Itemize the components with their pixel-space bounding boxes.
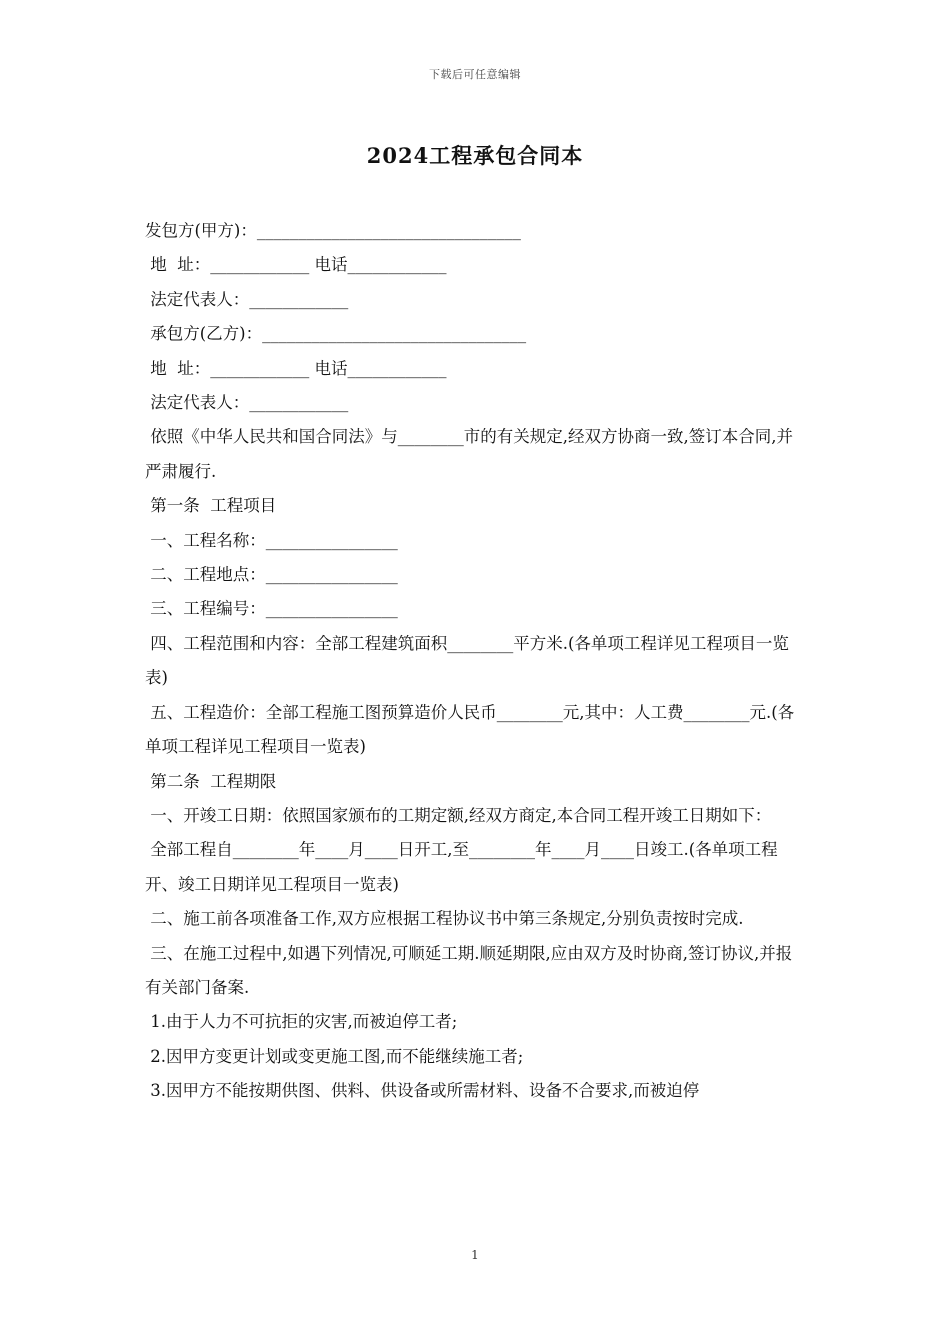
- article-1-item-2: 二、工程地点：________________: [145, 565, 398, 585]
- page-number: 1: [471, 1248, 479, 1262]
- article-2-item-1: 一、开竣工日期：依照国家颁布的工期定额,经双方商定,本合同工程开竣工日期如下：: [145, 805, 772, 825]
- article-2-schedule: 全部工程自________年____月____日开工,至________年____月____日竣工.(各单项工程开、竣工日期详见工程项目一览表): [145, 840, 778, 894]
- article-1-heading: 第一条 工程项目: [145, 496, 277, 516]
- header-note: 下载后可任意编辑: [429, 68, 521, 81]
- article-1-item-3: 三、工程编号：________________: [145, 599, 398, 619]
- clause-contractor: 承包方(乙方)：________________________________: [145, 324, 527, 344]
- article-2-subitem-3: 3.因甲方不能按期供图、供料、供设备或所需材料、设备不合要求,而被迫停: [145, 1081, 700, 1101]
- clause-employer-representative: 法定代表人：____________: [145, 289, 349, 309]
- article-1-item-1: 一、工程名称：________________: [145, 530, 398, 550]
- clause-contractor-representative: 法定代表人：____________: [145, 393, 349, 413]
- article-1-item-4: 四、工程范围和内容：全部工程建筑面积________平方米.(各单项工程详见工程项目一览表): [145, 633, 789, 688]
- document-title: 2024工程承包合同本: [366, 143, 584, 168]
- article-2-item-2: 二、施工前各项准备工作,双方应根据工程协议书中第三条规定,分别负责按时完成.: [145, 909, 744, 929]
- clause-employer: 发包方(甲方)：________________________________: [145, 221, 521, 240]
- article-2-item-3: 三、在施工过程中,如遇下列情况,可顺延工期.顺延期限,应由双方及时协商,签订协议,并报有关部门备案.: [145, 943, 793, 997]
- article-2-heading: 第二条 工程期限: [145, 771, 277, 791]
- article-2-subitem-2: 2.因甲方变更计划或变更施工图,而不能继续施工者;: [145, 1046, 524, 1066]
- article-2-subitem-1: 1.由于人力不可抗拒的灾害,而被迫停工者;: [145, 1012, 458, 1032]
- clause-employer-address: 地 址：____________ 电话____________: [145, 255, 447, 275]
- clause-contractor-address: 地 址：____________ 电话____________: [145, 358, 447, 378]
- contract-body: [145, 214, 807, 1109]
- preamble-paragraph: 依照《中华人民共和国合同法》与________市的有关规定,经双方协商一致,签订本合同,并严肃履行.: [145, 427, 793, 481]
- article-1-item-5: 五、工程造价：全部工程施工图预算造价人民币________元,其中：人工费________元.(各单项工程详见工程项目一览表): [145, 702, 795, 757]
